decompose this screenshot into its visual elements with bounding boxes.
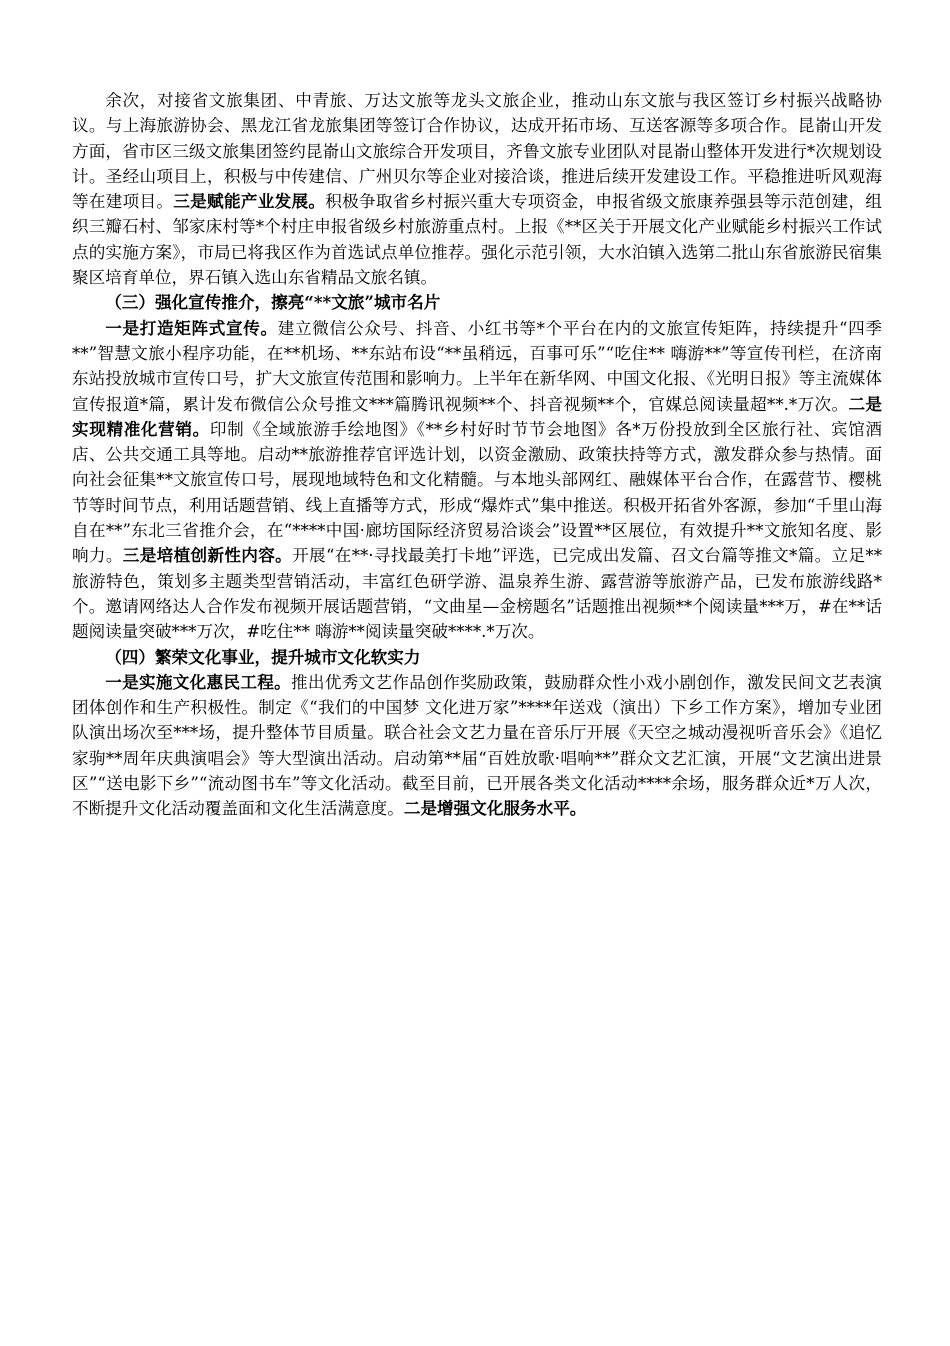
bold-lead-in: 一是打造矩阵式宣传。 [105, 317, 278, 338]
bold-lead-in: 一是实施文化惠民工程。 [105, 671, 292, 692]
section-heading-4: （四）繁荣文化事业，提升城市文化软实力 [105, 646, 421, 667]
bold-lead-in: 三是赋能产业发展。 [173, 191, 326, 212]
paragraph-text: 建立微信公众号、抖音、小红书等*个平台在内的文旅宣传矩阵，持续提升“四季**”智慧文旅小程序功能，在**机场、**东站布设“**虽稍远，百事可乐”“吃住** 嗨游**”等宣传刊栏，在济南东站投放城市宣传口号，扩大文旅宣传范围和影响力。上半年在新华网、中国文化报、《光明日报》等主流媒体宣传报道*篇，累计发布微信公众号推文***篇腾讯视频**个、抖音视频**个，官媒总阅读量超**.*万次。 [72, 318, 883, 414]
paragraph-industry [72, 88, 882, 290]
document-page [72, 88, 882, 822]
paragraph-text: 印制《全域旅游手绘地图》《**乡村好时节节会地图》各*万份投放到全区旅行社、宾馆酒店、公共交通工具等地。启动**旅游推荐官评选计划，以资金激励、政策扶持等方式，激发群众参与热情。面向社会征集**文旅宣传口号，展现地域特色和文化精髓。与本地头部网红、融媒体平台合作，在露营节、樱桃节等时间节点，利用话题营销、线上直播等方式，形成“爆炸式”集中推送。积极开拓省外客源，参加“千里山海 自在**”东北三省推介会，在“****中国·廊坊国际经济贸易洽谈会”设置**区展位，有效提升**文旅知名度、影响力。 [72, 419, 882, 566]
paragraph-culture [72, 670, 882, 822]
bold-lead-in: 二是增强文化服务水平。 [403, 798, 587, 819]
paragraph-promotion [72, 316, 882, 645]
paragraph-text: 开展“在**·寻找最美打卡地”评选，已完成出发篇、召文台篇等推文*篇。立足**旅游特色，策划多主题类型营销活动，丰富红色研学游、温泉养生游、露营游等旅游产品，已发布旅游线路*个。邀请网络达人合作发布视频开展话题营销，“文曲星—金榜题名”话题推出视频**个阅读量***万，#在**话题阅读量突破***万次，#吃住** 嗨游**阅读量突破****.*万次。 [72, 546, 883, 642]
paragraph-text: 积极争取省乡村振兴重大专项资金，申报省级文旅康养强县等示范创建，组织三瓣石村、邹家床村等*个村庄申报省级乡村旅游重点村。上报《**区关于开展文化产业赋能乡村振兴工作试点的实施方案》，市局已将我区作为首选试点单位推荐。强化示范引领，大水泊镇入选第二批山东省旅游民宿集聚区培育单位，界石镇入选山东省精品文旅名镇。 [72, 192, 883, 288]
bold-lead-in: 二是实现精准化营销。 [72, 393, 883, 439]
bold-lead-in: 三是培植创新性内容。 [122, 545, 293, 566]
paragraph-text: 余次，对接省文旅集团、中青旅、万达文旅等龙头文旅企业，推动山东文旅与我区签订乡村振兴战略协议。与上海旅游协会、黑龙江省龙旅集团等签订合作协议，达成开拓市场、互送客源等多项合作。昆嵛山开发方面，省市区三级文旅集团签约昆嵛山文旅综合开发项目，齐鲁文旅专业团队对昆嵛山整体开发进行*次规划设计。圣经山项目上，积极与中传建信、广州贝尔等企业对接洽谈，推进后续开发建设工作。平稳推进听风观海等在建项目。 [72, 91, 882, 212]
section-heading-3: （三）强化宣传推介，擦亮“**文旅”城市名片 [105, 292, 441, 313]
paragraph-text: 推出优秀文艺作品创作奖励政策，鼓励群众性小戏小剧创作，激发民间文艺表演团体创作和生产积极性。制定《“我们的中国梦 文化进万家”****年送戏（演出）下乡工作方案》，增加专业团队演出场次至***场，提升整体节目质量。联合社会文艺力量在音乐厅开展《天空之城动漫视听音乐会》《追忆家驹**周年庆典演唱会》等大型演出活动。启动第**届“百姓放歌·唱响**”群众文艺汇演，开展“文艺演出进景区”“送电影下乡”“流动图书车”等文化活动。截至目前，已开展各类文化活动****余场，服务群众近*万人次，不断提升文化活动覆盖面和文化生活满意度。 [72, 672, 883, 819]
